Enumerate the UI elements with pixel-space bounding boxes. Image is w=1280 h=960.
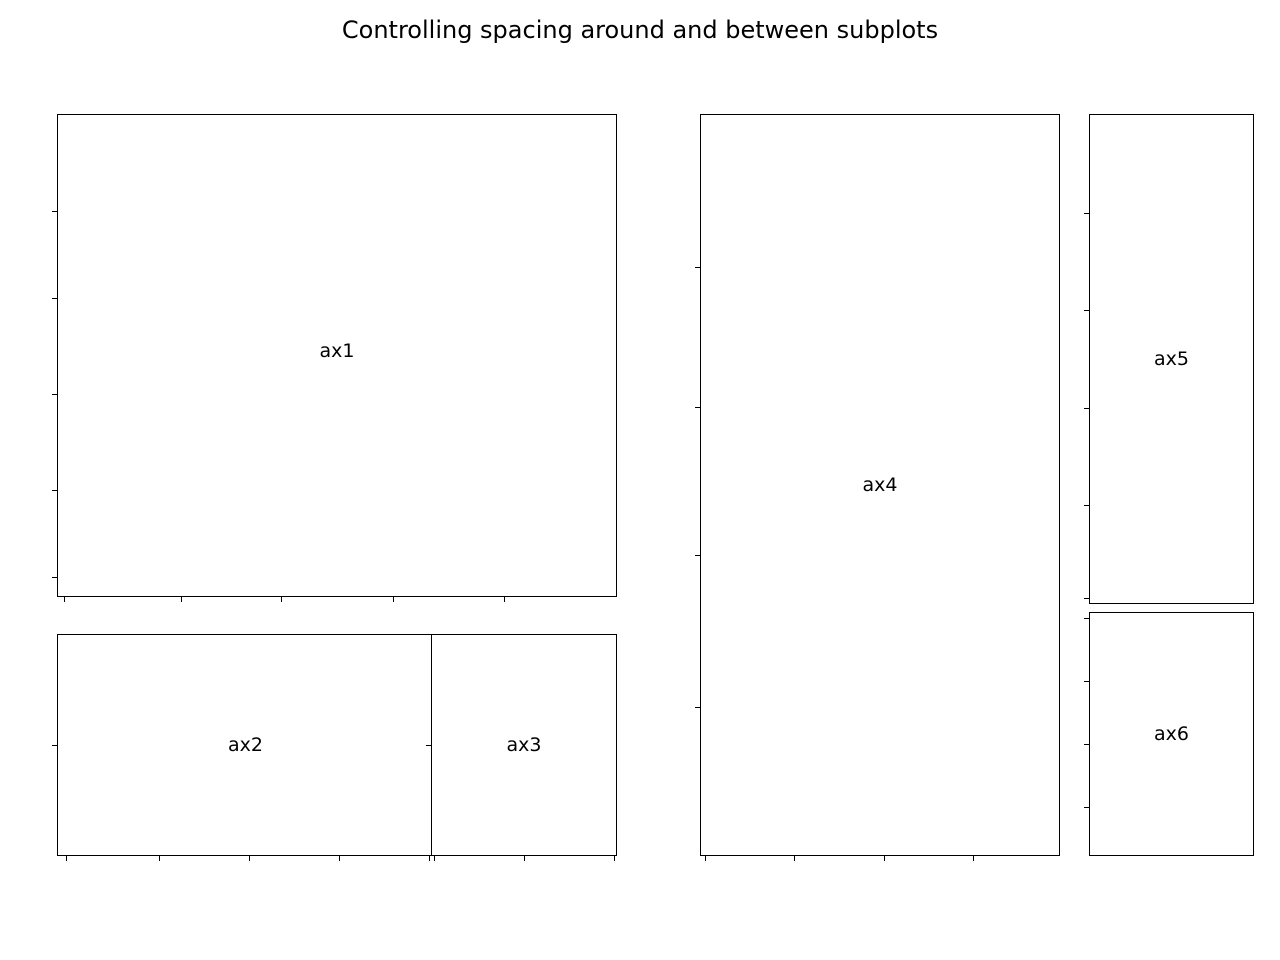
axes-label-ax1: ax1 (319, 339, 355, 362)
axes-label-ax4: ax4 (862, 474, 898, 496)
tick-y (1084, 310, 1090, 311)
tick-y (1084, 681, 1090, 682)
axes-ax5[interactable] (1089, 114, 1254, 604)
tick-y (1084, 213, 1090, 214)
tick-y (1084, 618, 1090, 619)
tick-x (524, 855, 525, 861)
tick-x (64, 596, 65, 602)
axes-ax3[interactable] (431, 634, 617, 856)
axes-ax2[interactable] (57, 634, 434, 856)
axes-label-ax6: ax6 (1154, 723, 1189, 745)
tick-x (973, 855, 974, 861)
axes-ax1[interactable] (57, 114, 617, 597)
tick-x (794, 855, 795, 861)
tick-x (434, 855, 435, 861)
tick-x (393, 596, 394, 602)
axes-label-ax3: ax3 (506, 734, 542, 756)
tick-x (504, 596, 505, 602)
tick-y (695, 407, 701, 408)
tick-x (159, 855, 160, 861)
tick-y (1084, 744, 1090, 745)
tick-y (1084, 408, 1090, 409)
tick-x (66, 855, 67, 861)
tick-y (52, 298, 58, 299)
tick-x (181, 596, 182, 602)
tick-x (884, 855, 885, 861)
tick-y (52, 490, 58, 491)
tick-y (52, 394, 58, 395)
tick-y (52, 211, 58, 212)
tick-y (1084, 807, 1090, 808)
tick-y (52, 577, 58, 578)
axes-label-ax2: ax2 (228, 734, 263, 756)
axes-label-ax5: ax5 (1154, 348, 1189, 370)
axes-ax4[interactable] (700, 114, 1060, 856)
tick-y (695, 267, 701, 268)
tick-y (695, 555, 701, 556)
axes-ax6[interactable] (1089, 612, 1254, 856)
tick-y (1084, 505, 1090, 506)
tick-x (705, 855, 706, 861)
tick-x (339, 855, 340, 861)
tick-x (281, 596, 282, 602)
tick-y (695, 707, 701, 708)
tick-x (614, 855, 615, 861)
tick-y (52, 745, 58, 746)
figure-suptitle: Controlling spacing around and between subplots (341, 16, 939, 44)
tick-x (249, 855, 250, 861)
tick-y (1084, 598, 1090, 599)
tick-y (426, 745, 432, 746)
